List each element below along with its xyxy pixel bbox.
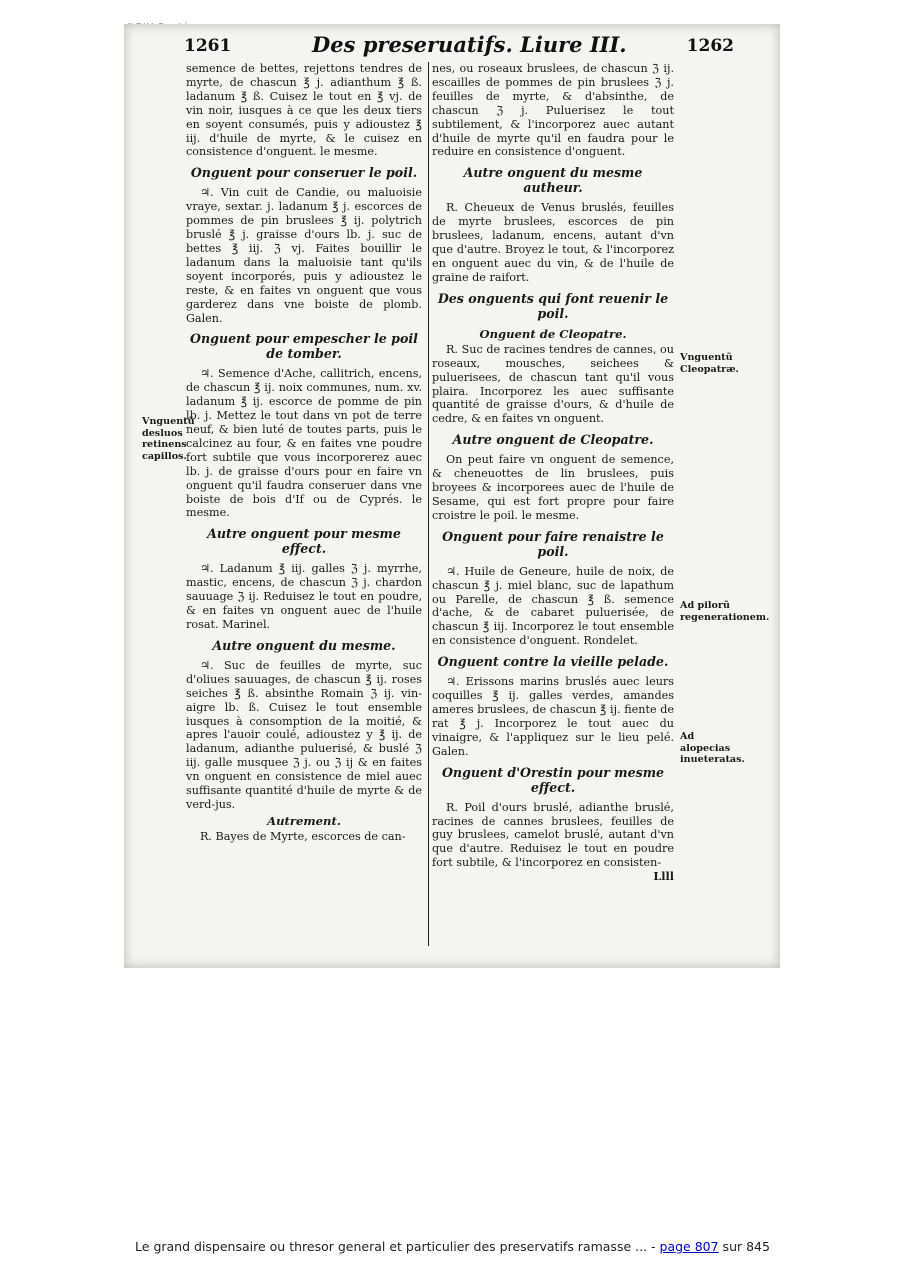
page-total: sur 845 xyxy=(718,1239,770,1254)
recipe-paragraph: ♃. Suc de feuilles de myrte, suc d'oliues sauuages, de chascun ℥ ij. roses seiches ℥ ß. absinthe Romain ℨ ij. vin-aigre lb. ß. Cuisez le tout ensemble iusques à consomption de la moitié, & apres l'auoir coulé, adioustez y ℥ ij. de ladanum, adianthe puluerisé, & buslé ℨ iij. galle musquee ℨ j. ou ℨ ij & en faites vn onguent en consistence de miel auec suffisante quantité d'huile de myrte & de verd-jus. xyxy=(186,658,422,811)
section-heading: Onguent pour faire renaistre le poil. xyxy=(442,528,664,559)
left-column xyxy=(186,62,422,844)
right-column xyxy=(432,62,674,884)
recipe-paragraph: ♃. Ladanum ℥ iij. galles ℨ j. myrrhe, mastic, encens, de chascun ℨ j. chardon sauuage ℨ ij. Reduisez le tout en poudre, & en faites vn onguent auec de l'huile rosat. Marinel. xyxy=(186,562,422,631)
margin-note-right-1: Vnguentũ Cleopatræ. xyxy=(680,352,739,375)
section-heading: Autre onguent du mesme. xyxy=(212,637,396,653)
scanned-page xyxy=(124,24,780,968)
recipe-paragraph: ♃. Semence d'Ache, callitrich, encens, de chascun ℥ ij. noix communes, num. xv. ladanum ℥ ij. escorce de pomme de pin lb. j. Mettez le tout dans vn pot de terre neuf, & bien luté de toutes parts, puis le calcinez au four, & en faites vne poudre fort subtile que vous incorporerez auec lb. j. de graisse d'ours pour en faire vn onguent qu'il faudra conseruer dans vne boiste de bois d'If ou de Cyprés. le mesme. xyxy=(186,367,422,520)
recipe-paragraph: nes, ou roseaux bruslees, de chascun ℨ ij. escailles de pommes de pin bruslees ℨ j. feuilles de myrte, & d'absinthe, de chascun ℨ j. Puluerisez le tout subtilement, & l'incorporez auec autant d'huile de myrte qu'il en faudra pour le reduire en consistence d'onguent. xyxy=(432,62,674,159)
recipe-paragraph: R. Suc de racines tendres de cannes, ou roseaux, mousches, seichees & puluerisees, de chascun tant qu'il vous plaira. Incorporez les auec suffisante quantité de graisse d'ours, & d'huile de cedre, & en faites vn onguent. xyxy=(432,342,674,426)
section-heading: Onguent d'Orestin pour mesme effect. xyxy=(441,764,665,795)
recipe-paragraph: R. Cheueux de Venus bruslés, feuilles de myrte bruslees, escorces de pin bruslees, ladanum, encens, autant d'vn que d'autre. Broyez le tout, & l'incorporez en onguent auec du vin, & de l'huile de graine de raifort. xyxy=(432,201,674,284)
recipe-paragraph: R. Bayes de Myrte, escorces de can- xyxy=(200,829,406,843)
recipe-paragraph: On peut faire vn onguent de semence, & cheneuottes de lin bruslees, puis broyees & incorporees auec de l'huile de Sesame, qui est fort propre pour faire croistre le poil. le mesme. xyxy=(432,453,674,522)
document-title: Le grand dispensaire ou thresor general et particulier des preservatifs ramasse ... - xyxy=(135,1239,660,1254)
recipe-paragraph: semence de bettes, rejettons tendres de myrte, de chascun ℥ j. adianthum ℥ ß. ladanum ℥ ß. Cuisez le tout en ℥ vj. de vin noir, iusques à ce que les deux tiers en soyent consumés, puis y adioustez ℥ iij. d'huile de myrte, & le cuisez en consistence d'onguent. le mesme. xyxy=(186,62,422,159)
recipe-paragraph: ♃. Vin cuit de Candie, ou maluoisie vraye, sextar. j. ladanum ℥ j. escorces de pommes de pin bruslees ℥ ij. polytrich bruslé ℥ j. graisse d'ours lb. j. suc de bettes ℥ iij. ℨ vj. Faites bouillir le ladanum dans la maluoisie tant qu'ils soyent incorporés, puis y adioustez le reste, & en faites vn onguent que vous garderez dans vne boiste de plomb. Galen. xyxy=(186,186,422,325)
column-divider xyxy=(428,62,429,946)
section-heading: Autre onguent pour mesme effect. xyxy=(207,526,401,557)
recipe-paragraph: ♃. Erissons marins bruslés auec leurs coquilles ℥ ij. galles verdes, amandes ameres bruslees, de chascun ℥ ij. fiente de rat ℥ j. Incorporez le tout auec du vinaigre, & l'appliquez sur le lieu pelé. Galen. xyxy=(432,675,674,758)
section-heading: Onguent pour conseruer le poil. xyxy=(190,165,418,181)
margin-note-left: Vnguentũ desluos retinens capillos. xyxy=(142,416,195,462)
viewer-footer xyxy=(0,1239,905,1254)
page-link[interactable]: page 807 xyxy=(659,1239,719,1254)
section-heading: Onguent contre la vieille pelade. xyxy=(437,654,669,670)
subsection-heading: Onguent de Cleopatre. xyxy=(479,326,627,341)
catchword: Llll xyxy=(653,869,674,884)
section-heading: Des onguents qui font reuenir le poil. xyxy=(437,290,669,321)
section-heading: Autre onguent de Cleopatre. xyxy=(452,432,654,448)
margin-note-right-3: Ad alopecias inueteratas. xyxy=(680,731,745,765)
margin-note-right-2: Ad pilorũ regenerationem. xyxy=(680,600,770,623)
recipe-paragraph: ♃. Huile de Geneure, huile de noix, de chascun ℥ j. miel blanc, suc de lapathum ou Parelle, de chascun ℥ ß. semence d'ache, & de cabaret puluerisée, de chascun ℥ iij. Incorporez le tout ensemble en consistence d'onguent. Rondelet. xyxy=(432,564,674,648)
recipe-paragraph: R. Poil d'ours bruslé, adianthe bruslé, racines de cannes bruslees, feuilles de guy bruslees, camelot bruslé, autant d'vn que d'autre. Reduisez le tout en poudre fort subtile, & l'incorporez en consisten- xyxy=(432,800,674,870)
subsection-heading: Autrement. xyxy=(267,813,341,828)
section-heading: Autre onguent du mesme autheur. xyxy=(463,165,643,196)
section-heading: Onguent pour empescher le poil de tomber. xyxy=(190,331,418,362)
page-number-right: 1262 xyxy=(686,36,734,56)
running-title: Des preseruatifs. Liure III. xyxy=(312,32,627,57)
page-header xyxy=(184,32,734,58)
page-number-left: 1261 xyxy=(184,36,232,56)
